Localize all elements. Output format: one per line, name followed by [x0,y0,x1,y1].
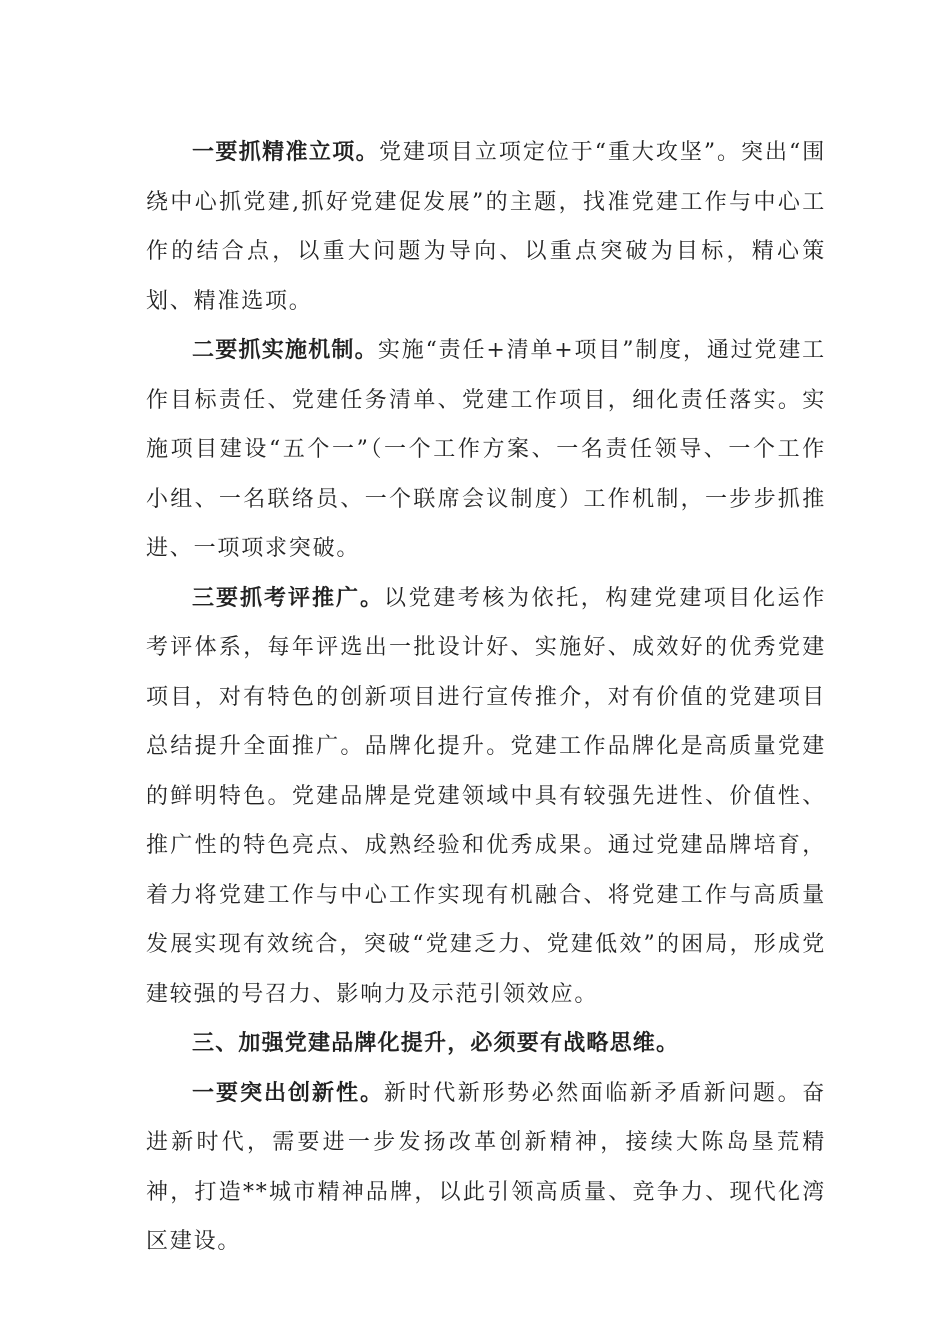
document-page [146,128,826,1267]
paragraph-precise-project [146,128,826,326]
paragraph-body: 党建项目立项定位于“重大攻坚”。突出“围绕中心抓党建,抓好党建促发展”的主题，找准党建工作与中心工作的结合点，以重大问题为导向、以重点突破为目标，精心策划、精准选项。 [146,140,826,314]
paragraph-body: 实施“责任+清单+项目”制度，通过党建工作目标责任、党建任务清单、党建工作项目，细化责任落实。实施项目建设“五个一”（一个工作方案、一名责任领导、一个工作小组、一名联络员、一个联席会议制度）工作机制，一步步抓推进、一项项求突破。 [146,338,826,561]
paragraph-evaluation-promotion [146,574,826,1020]
paragraph-body: 以党建考核为依托，构建党建项目化运作考评体系，每年评选出一批设计好、实施好、成效好的优秀党建项目，对有特色的创新项目进行宣传推介，对有价值的党建项目总结提升全面推广。品牌化提升。党建工作品牌化是高质量党建的鲜明特色。党建品牌是党建领域中具有较强先进性、价值性、推广性的特色亮点、成熟经验和优秀成果。通过党建品牌培育，着力将党建工作与中心工作实现有机融合、将党建工作与高质量发展实现有效统合，突破“党建乏力、党建低效”的困局，形成党建较强的号召力、影响力及示范引领效应。 [146,585,826,1007]
section-heading: 三、加强党建品牌化提升，必须要有战略思维。 [192,1031,680,1056]
paragraph-innovation [146,1069,826,1267]
paragraph-body: 新时代新形势必然面临新矛盾新问题。奋进新时代，需要进一步发扬改革创新精神，接续大陈岛垦荒精神，打造**城市精神品牌，以此引领高质量、竞争力、现代化湾区建设。 [146,1080,826,1254]
paragraph-implementation-mechanism [146,326,826,574]
paragraph-lead: 一要突出创新性。 [192,1080,384,1106]
paragraph-lead: 一要抓精准立项。 [192,140,379,165]
paragraph-lead: 二要抓实施机制。 [192,338,378,363]
paragraph-lead: 三要抓考评推广。 [192,585,384,611]
